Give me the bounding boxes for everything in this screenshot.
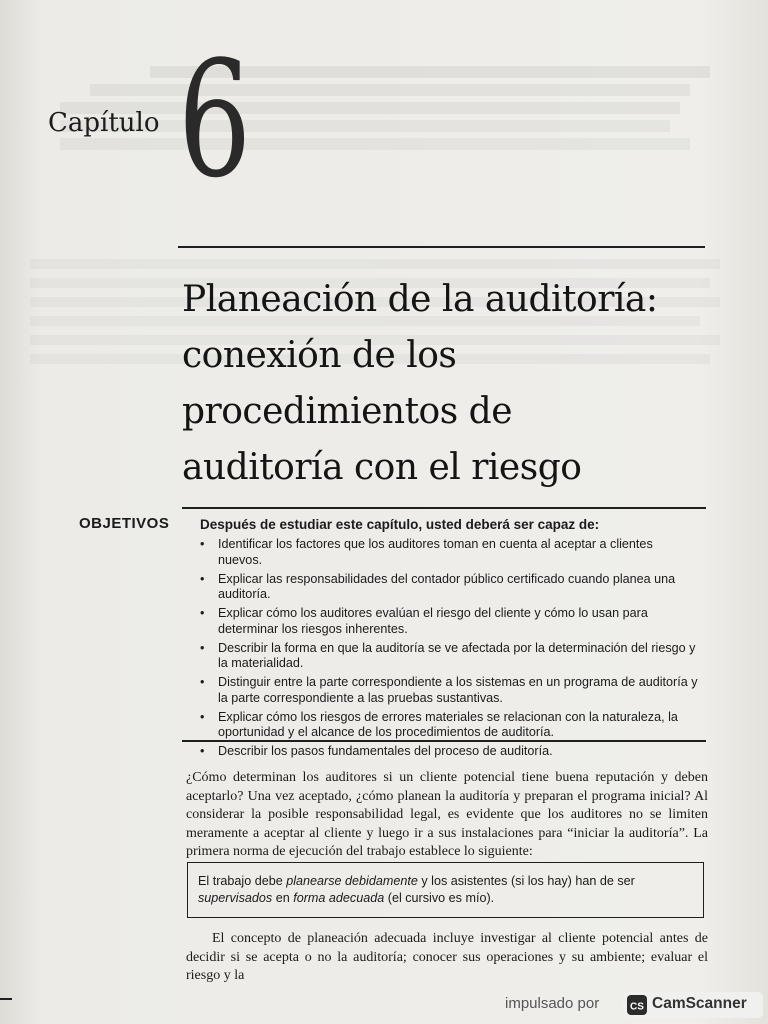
page-edge-mark	[0, 998, 12, 1000]
list-item: • Explicar las responsabilidades del contador público certificado cuando planea una auditoría.	[200, 571, 676, 601]
title-top-rule	[178, 246, 705, 248]
bullet-icon: •	[200, 675, 205, 689]
title-line: Planeación de la auditoría:	[182, 279, 658, 320]
standard-quote-box: El trabajo debe planearse debidamente y los asistentes (si los hay) han de ser supervisados en forma adecuada (el cursivo es mío).	[187, 862, 704, 918]
bullet-icon: •	[200, 640, 205, 655]
chapter-number: 6	[178, 26, 252, 213]
bullet-icon: •	[200, 709, 205, 724]
list-item: • Distinguir entre la parte correspondiente a los sistemas en un programa de auditoría y la parte correspondiente a las pruebas sustantivas.	[200, 675, 698, 705]
body-paragraph: ¿Cómo determinan los auditores si un cliente potencial tiene buena reputación y deben aceptarlo? Una vez aceptado, ¿cómo planean la auditoría y preparan el programa inicial? Al considerar la posible responsabilidad legal, es evidente que los auditores no se limiten meramente a aceptar al cliente y luego ir a sus instalaciones para “iniciar la auditoría”. La primera norma de ejecución del trabajo establece lo siguiente:	[186, 770, 708, 859]
bullet-icon: •	[200, 571, 205, 586]
title-line: procedimientos de	[182, 391, 513, 432]
chapter-title	[182, 272, 722, 496]
watermark-prefix: impulsado por	[505, 995, 600, 1012]
title-line: conexión de los	[182, 335, 457, 376]
watermark-brand: CamScanner	[652, 995, 747, 1012]
title-line: auditoría con el riesgo	[182, 447, 582, 488]
chapter-label: Capítulo	[48, 108, 160, 138]
objectives-intro: Después de estudiar este capítulo, usted deberá ser capaz de:	[200, 517, 600, 532]
list-item: • Explicar cómo los auditores evalúan el riesgo del cliente y cómo lo usan para determinar los riesgos inherentes.	[200, 606, 648, 636]
list-item: • Describir la forma en que la auditoría se ve afectada por la determinación del riesgo y la materialidad.	[200, 640, 696, 670]
svg-text:CS: CS	[630, 1001, 644, 1013]
list-item: • Describir los pasos fundamentales del proceso de auditoría.	[200, 744, 553, 758]
bullet-icon: •	[200, 537, 205, 551]
objectives-list	[200, 537, 700, 763]
objectives-label: OBJETIVOS	[79, 515, 170, 532]
scanner-watermark	[505, 990, 765, 1020]
bullet-icon: •	[200, 606, 205, 620]
body-paragraph: El concepto de planeación adecuada incluye investigar al cliente potencial antes de decidir si se acepta o no la auditoría; conocer sus operaciones y su ambiente; evaluar el riesgo y la	[186, 931, 708, 983]
list-item: • Identificar los factores que los auditores toman en cuenta al aceptar a clientes nuevos.	[200, 537, 653, 567]
objectives-bottom-rule	[182, 740, 706, 742]
objectives-top-rule	[182, 507, 706, 509]
bullet-icon: •	[200, 744, 205, 758]
list-item: • Explicar cómo los riesgos de errores materiales se relacionan con la naturaleza, la oportunidad y el alcance de los procedimientos de auditoría.	[200, 709, 678, 739]
